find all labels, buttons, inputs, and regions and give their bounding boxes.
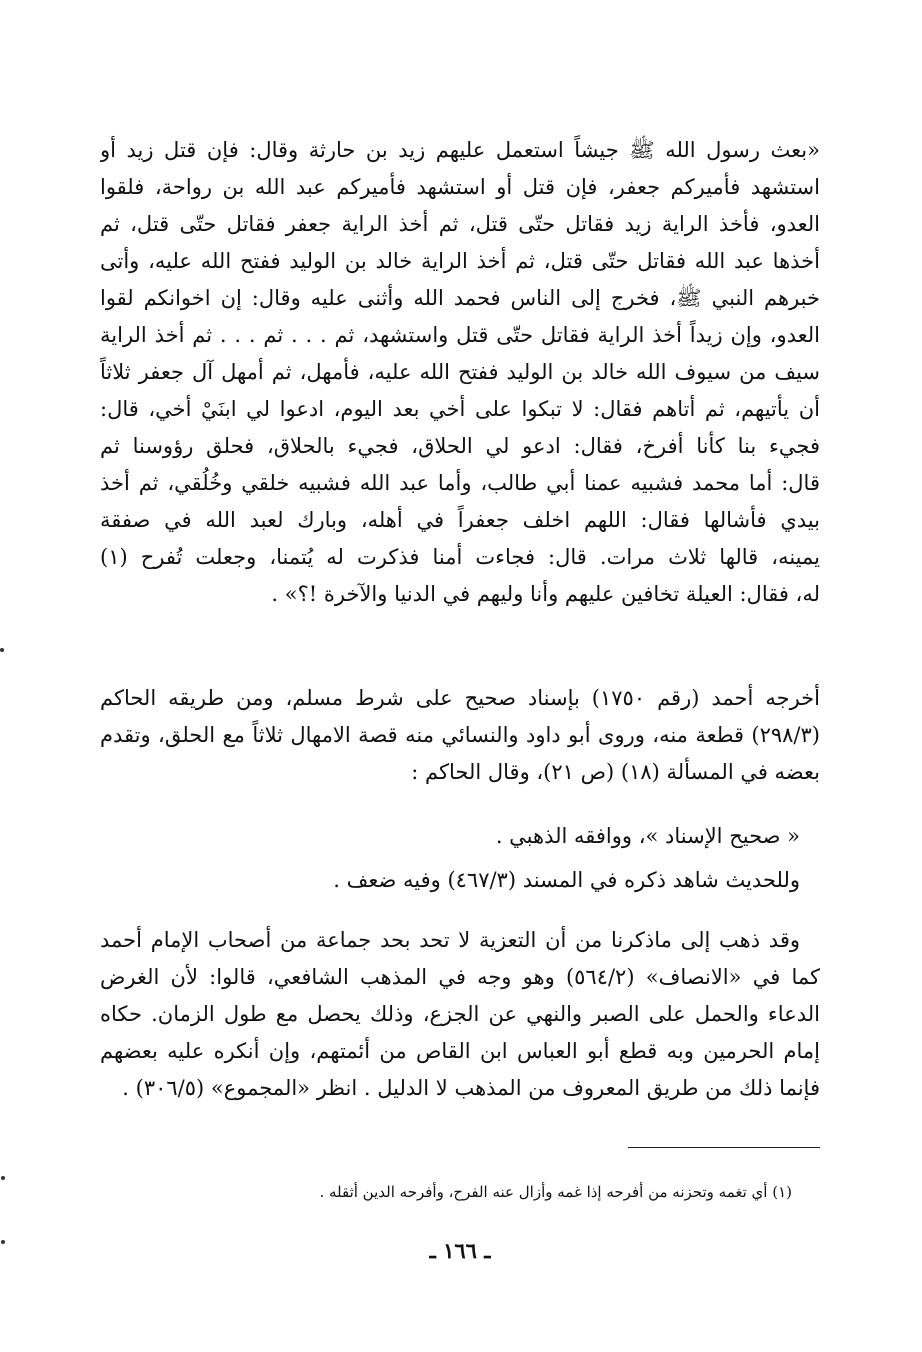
text-line: العدو، وإن زيداً أخذ الراية فقاتل حتّى قتل واستشهد، ثم . . . ثم . . . ثم أخذ الراية [100, 323, 820, 347]
text-line: الدعاء والحمل على الصبر والنهي عن الجزع، وذلك يحصل مع طول الزمان. حكاه [100, 1002, 820, 1026]
page-number: ـ ١٦٦ ـ [429, 1238, 491, 1263]
scan-speck [1, 1240, 5, 1244]
text-line: خبرهم النبي ﷺ، فخرج إلى الناس فحمد الله وأثنى عليه وقال: إن اخوانكم لقوا [100, 286, 820, 310]
text-line: العدو، فأخذ الراية زيد فقاتل حتّى قتل، ثم أخذ الراية جعفر فقاتل حتّى قتل، ثم [100, 212, 820, 236]
footnote: (١) أي تغمه وتحزنه من أفرحه إذا غمه وأزال عنه الفرح، وأفرحه الدين أثقله . [319, 1183, 792, 1201]
quote-paragraph [100, 818, 820, 855]
text-line: قال: أما محمد فشبيه عمنا أبي طالب، وأما عبد الله فشبيه خلقي وخُلُقي، ثم أخذ [100, 471, 820, 495]
text-line: إمام الحرمين وبه قطع أبو العباس ابن القاص من أئمتهم، وإن أنكره عليه بعضهم [100, 1039, 820, 1063]
text-line: وقد ذهب إلى ماذكرنا من أن التعزية لا تحد بحد جماعة من أصحاب الإمام أحمد [100, 928, 800, 952]
text-line: أن يأتيهم، ثم أتاهم فقال: لا تبكوا على أخي بعد اليوم، ادعوا لي ابنَيْ أخي، قال: [100, 397, 820, 421]
text-line: استشهد فأميركم جعفر، فإن قتل أو استشهد فأميركم عبد الله بن رواحة، فلقوا [100, 175, 820, 199]
scan-speck [1, 1176, 5, 1180]
text-line: كما في «الانصاف» (٥٦٤/٢) وهو وجه في المذهب الشافعي، قالوا: لأن الغرض [100, 965, 820, 989]
text-line: فجيء بنا كأنا أفرخ، فقال: ادعو لي الحلاق، فجيء بالحلاق، فحلق رؤوسنا ثم [100, 434, 820, 458]
scan-speck [0, 648, 4, 652]
witness-paragraph [100, 862, 820, 899]
hadith-paragraph [100, 132, 820, 613]
text-line: بعضه في المسألة (١٨) (ص ٢١)، وقال الحاكم : [411, 760, 820, 784]
text-line: له، فقال: العيلة تخافين عليهم وأنا وليهم في الدنيا والآخرة !؟» . [271, 582, 820, 606]
takhrij-paragraph [100, 680, 820, 791]
text-line: (٢٩٨/٣) قطعة منه، وروى أبو داود والنسائي منه قصة الامهال ثلاثاً مع الحلق، وتقدم [100, 723, 820, 747]
text-line: سيف من سيوف الله خالد بن الوليد ففتح الله عليه، فأمهل، ثم أمهل آل جعفر ثلاثاً [100, 360, 820, 384]
discussion-paragraph [100, 922, 820, 1107]
text-line: فإنما ذلك من طريق المعروف من المذهب لا الدليل . انظر «المجموع» (٣٠٦/٥) . [122, 1076, 820, 1100]
text-line: « صحيح الإسناد »، ووافقه الذهبي . [495, 824, 800, 848]
text-line: «بعث رسول الله ﷺ جيشاً استعمل عليهم زيد بن حارثة وقال: فإن قتل زيد أو [100, 138, 820, 162]
text-line: وللحديث شاهد ذكره في المسند (٤٦٧/٣) وفيه ضعف . [333, 868, 800, 892]
text-line: بيدي فأشالها فقال: اللهم اخلف جعفراً في أهله، وبارك لعبد الله في صفقة [100, 508, 820, 532]
footnote-divider [628, 1147, 820, 1148]
text-line: أخذها عبد الله فقاتل حتّى قتل، ثم أخذ الراية خالد بن الوليد ففتح الله عليه، وأتى [100, 249, 820, 273]
text-line: أخرجه أحمد (رقم ١٧٥٠) بإسناد صحيح على شرط مسلم، ومن طريقه الحاكم [100, 686, 820, 710]
text-line: يمينه، قالها ثلاث مرات. قال: فجاءت أمنا فذكرت له يُتمنا، وجعلت تُفرح (١) [100, 545, 820, 569]
